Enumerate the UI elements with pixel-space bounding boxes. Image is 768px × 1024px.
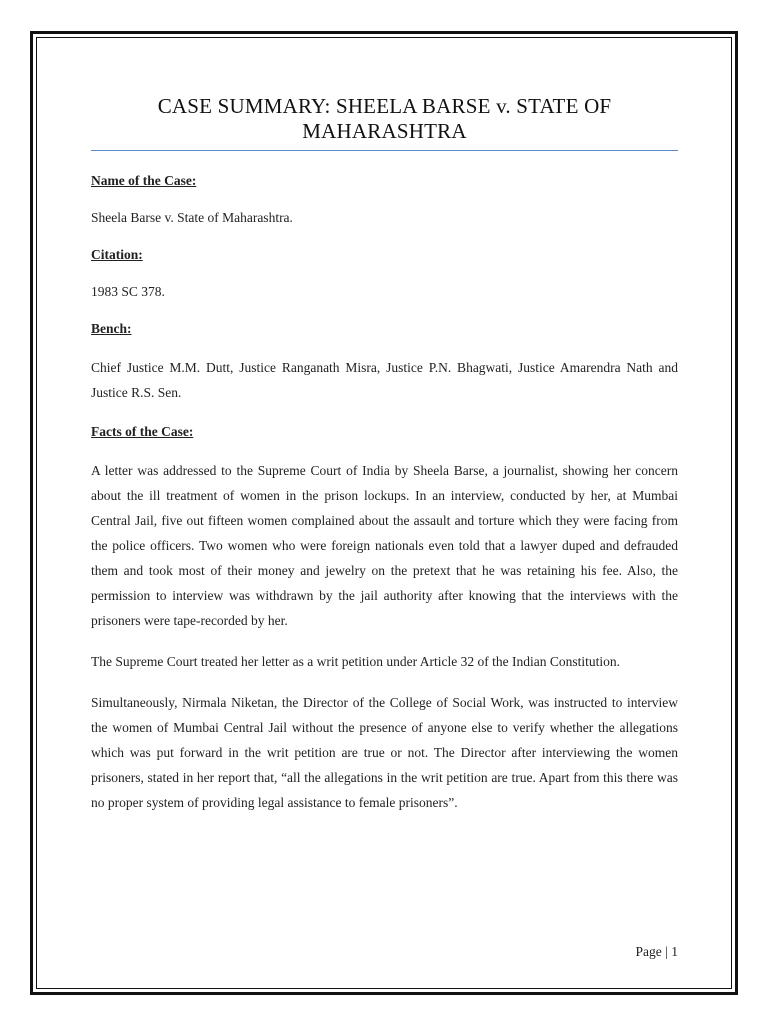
document-page xyxy=(91,94,678,831)
case-name-value: Sheela Barse v. State of Maharashtra. xyxy=(91,210,293,225)
facts-heading: Facts of the Case: xyxy=(91,424,194,439)
citation-heading: Citation: xyxy=(91,247,143,262)
bench-heading: Bench: xyxy=(91,321,132,336)
document-title: CASE SUMMARY: SHEELA BARSE v. STATE OF MAHARASHTRA xyxy=(157,94,612,143)
facts-paragraph: The Supreme Court treated her letter as a writ petition under Article 32 of the Indian Constitution. xyxy=(91,654,620,669)
citation-value: 1983 SC 378. xyxy=(91,284,165,299)
facts-paragraph: A letter was addressed to the Supreme Court of India by Sheela Barse, a journalist, showing her concern about the ill treatment of women in the prison lockups. In an interview, conducted by her, at Mumbai Central Jail, five out fifteen women complained about the assault and torture which they were facing from the police officers. Two women who were foreign nationals even told that a lawyer duped and defrauded them and took most of their money and jewelry on the pretext that he was retaining his fee. Also, the permission to interview was withdrawn by the jail authority after knowing that the interviews with the prisoners were tape-recorded by her. xyxy=(91,463,678,628)
title-underline-rule xyxy=(91,150,678,151)
facts-paragraph: Simultaneously, Nirmala Niketan, the Director of the College of Social Work, was instructed to interview the women of Mumbai Central Jail without the presence of anyone else to verify whether the allegations which was put forward in the writ petition are true or not. The Director after interviewing the women prisoners, stated in her report that, “all the allegations in the writ petition are true. Apart from this there was no proper system of providing legal assistance to female prisoners”. xyxy=(91,695,678,810)
page-number: Page | 1 xyxy=(635,944,678,959)
case-name-heading: Name of the Case: xyxy=(91,173,197,188)
bench-value: Chief Justice M.M. Dutt, Justice Ranganath Misra, Justice P.N. Bhagwati, Justice Amarendra Nath and Justice R.S. Sen. xyxy=(91,360,678,400)
